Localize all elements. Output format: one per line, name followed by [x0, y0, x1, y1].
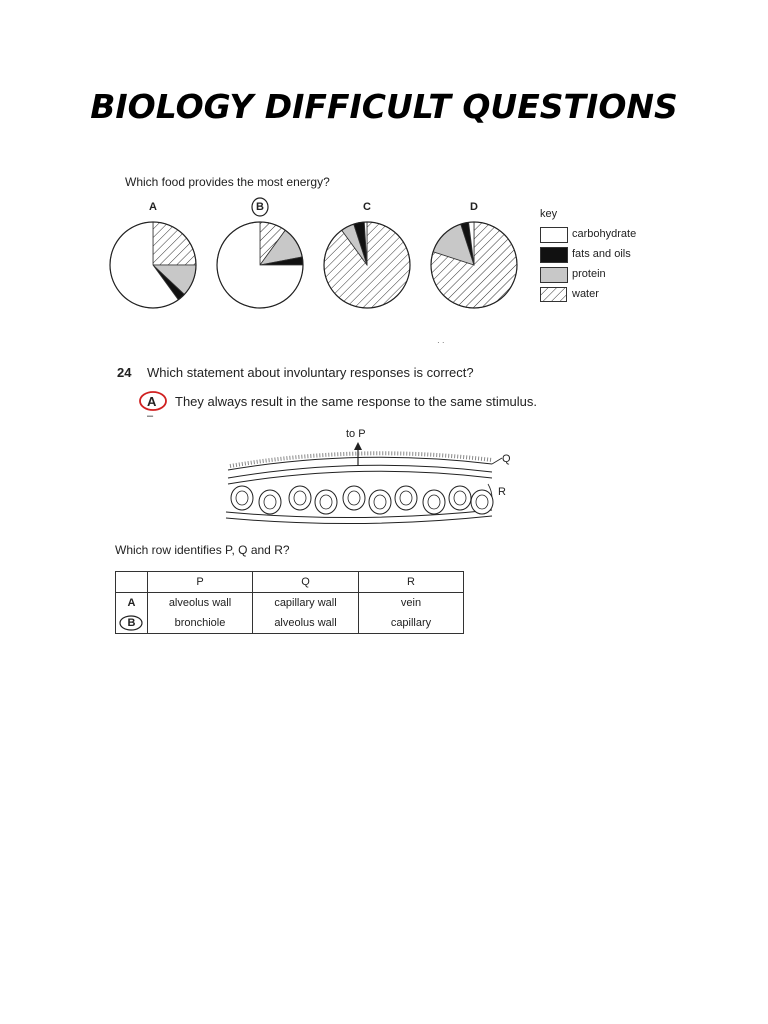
red-blood-cell	[315, 490, 337, 514]
key-title: key	[540, 208, 558, 220]
key-label: carbohydrate	[572, 228, 637, 240]
image-crop-edge	[110, 640, 470, 650]
cell-p: bronchiole	[148, 613, 253, 634]
question-24-text: Which statement about involuntary responses is correct?	[147, 365, 474, 380]
red-blood-cell	[423, 490, 445, 514]
table-row	[116, 593, 464, 614]
red-blood-cell	[449, 486, 471, 510]
red-blood-cell	[231, 486, 253, 510]
diagram-label-q: Q	[502, 453, 511, 465]
answer-letter: A	[147, 394, 157, 409]
cell-r: capillary	[359, 613, 464, 634]
cell-r: vein	[359, 593, 464, 614]
cell-p: alveolus wall	[148, 593, 253, 614]
red-blood-cell	[395, 486, 417, 510]
circled-answer-b-mark	[116, 613, 146, 633]
key-label: water	[572, 288, 599, 300]
key-swatch-carbohydrate	[540, 227, 568, 243]
table-header-cell: R	[359, 572, 464, 593]
page-title: BIOLOGY DIFFICULT QUESTIONS	[90, 87, 678, 126]
row-letter	[116, 613, 148, 634]
row-letter: A	[116, 593, 148, 614]
table-row	[116, 613, 464, 634]
key-label: protein	[572, 268, 606, 280]
red-blood-cell	[471, 490, 493, 514]
table-header-cell: P	[148, 572, 253, 593]
diagram-label-r: R	[498, 486, 506, 498]
stray-mark: · ·	[437, 338, 445, 347]
table-header-cell: Q	[253, 572, 359, 593]
circled-answer-b-mark	[252, 198, 268, 216]
table-header-cell	[116, 572, 148, 593]
pie-label-b: B	[256, 201, 264, 213]
pie-label-d: D	[470, 201, 478, 213]
answer-table	[115, 571, 464, 634]
cell-q: capillary wall	[253, 593, 359, 614]
key-swatch-fats	[540, 247, 568, 263]
key-swatch-water	[540, 287, 568, 303]
key-swatch-protein	[540, 267, 568, 283]
red-blood-cell	[259, 490, 281, 514]
energy-question: Which food provides the most energy?	[125, 175, 330, 189]
table-header-row	[116, 572, 464, 593]
diagram-label-to-p: to P	[346, 428, 366, 440]
cell-q: alveolus wall	[253, 613, 359, 634]
row-letter-text: B	[127, 617, 136, 629]
dash-mark: –	[147, 410, 154, 422]
pie-label-c: C	[363, 201, 371, 213]
red-blood-cell	[289, 486, 311, 510]
question-number: 24	[117, 365, 132, 380]
question-25-text: Which row identifies P, Q and R?	[115, 543, 290, 557]
red-blood-cell	[369, 490, 391, 514]
pie-label-a: A	[149, 201, 157, 213]
answer-text: They always result in the same response to the same stimulus.	[175, 394, 537, 409]
key-label: fats and oils	[572, 248, 631, 260]
red-blood-cell	[343, 486, 365, 510]
alveolus-capillary-diagram	[220, 430, 520, 540]
pie-charts	[0, 0, 768, 340]
